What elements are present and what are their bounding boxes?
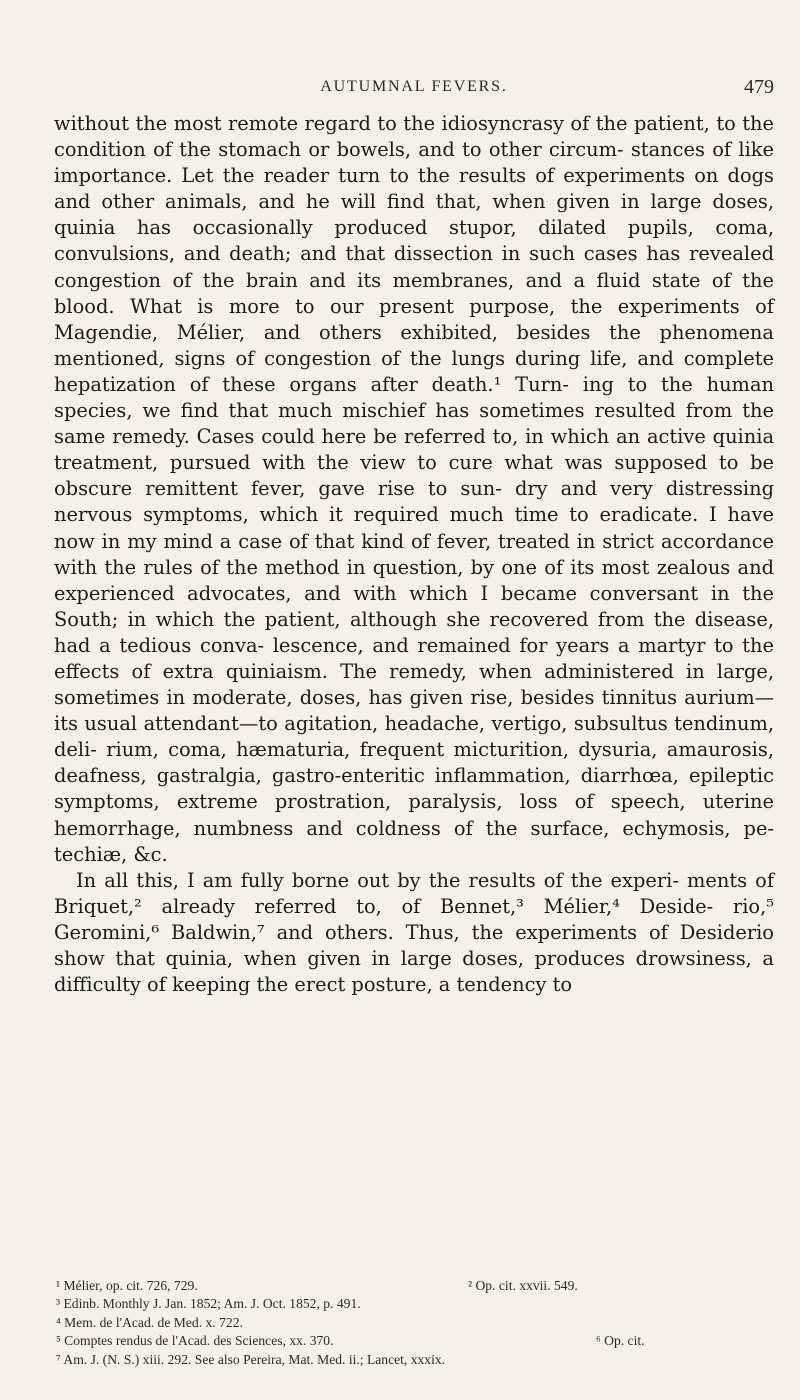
text-line: given in large doses, quinia has occasionally produced stupor, dilated bbox=[54, 190, 774, 240]
text-line: in which an active quinia treatment, pursued with the view to cure bbox=[54, 425, 775, 475]
paragraph-2 bbox=[54, 868, 774, 998]
text-line: ing to the human species, we find that much mischief has sometimes bbox=[54, 372, 774, 423]
text-line: experiments on dogs and other animals, and he will find that, when bbox=[54, 164, 774, 214]
text-line: life, and complete hepatization of these organs after death.¹ Turn- bbox=[54, 346, 774, 396]
text-line: dry and very distressing nervous symptoms, which it required much bbox=[54, 477, 775, 527]
footnote-row bbox=[56, 1277, 776, 1295]
footnote-3: ³ Edinb. Monthly J. Jan. 1852; Am. J. Oct. 1852, p. 491. bbox=[56, 1296, 361, 1312]
footnote-row bbox=[56, 1332, 776, 1350]
text-line: drowsiness, a difficulty of keeping the erect posture, a tendency to bbox=[54, 947, 774, 997]
footnote-7: ⁷ Am. J. (N. S.) xiii. 292. See also Pereira, Mat. Med. ii.; Lancet, xxxix. bbox=[56, 1351, 446, 1367]
text-line: symptoms, extreme prostration, paralysis, loss of speech, uterine bbox=[54, 790, 774, 814]
text-line: rium, coma, hæmaturia, frequent micturition, dysuria, amaurosis, bbox=[106, 738, 774, 762]
text-line: Desiderio show that quinia, when given in large doses, produces bbox=[54, 920, 774, 970]
text-line: what was supposed to be obscure remittent fever, gave rise to sun- bbox=[54, 451, 774, 501]
text-line: pupils, coma, convulsions, and death; and that dissection in such bbox=[54, 216, 774, 266]
footnote-2: ² Op. cit. xxvii. 549. bbox=[468, 1278, 578, 1293]
text-line: resulted from the same remedy. Cases could here be referred to, bbox=[54, 399, 774, 449]
footnote-1: ¹ Mélier, op. cit. 726, 729. bbox=[56, 1278, 198, 1293]
text-line: hemorrhage, numbness and coldness of the surface, echymosis, pe- bbox=[54, 816, 774, 840]
text-line: moderate, doses, has given rise, besides tinnitus aurium—its usual bbox=[54, 686, 774, 736]
text-line: the experiments of Magendie, Mélier, and others exhibited, besides bbox=[54, 294, 774, 344]
text-line: although she recovered from the disease, had a tedious conva- bbox=[54, 607, 774, 657]
text-line: with which I became conversant in the South; in which the patient, bbox=[54, 581, 774, 631]
text-line: In all this, I am fully borne out by the results of the experi- bbox=[76, 868, 679, 892]
text-line: rio,⁵ Geromini,⁶ Baldwin,⁷ and others. Thus, the experiments of bbox=[54, 894, 775, 944]
page-number: 479 bbox=[744, 76, 774, 98]
footnote-6: ⁶ Op. cit. bbox=[596, 1333, 645, 1349]
text-line: stances of like importance. Let the reader turn to the results of bbox=[54, 138, 774, 188]
text-line: attendant—to agitation, headache, vertigo, subsultus tendinum, deli- bbox=[54, 712, 774, 762]
text-line: deafness, gastralgia, gastro-enteritic inflammation, diarrhœa, epileptic bbox=[54, 764, 774, 788]
text-line: lescence, and remained for years a martyr to the effects of extra bbox=[54, 633, 774, 683]
footnote-5: ⁵ Comptes rendus de l'Acad. des Sciences, xx. 370. bbox=[56, 1333, 334, 1349]
text-line: techiæ, &c. bbox=[54, 842, 168, 866]
running-head bbox=[54, 78, 774, 102]
text-line: time to eradicate. I have now in my mind a case of that kind of bbox=[54, 503, 774, 553]
text-line: quiniaism. The remedy, when administered in large, sometimes in bbox=[54, 659, 774, 710]
footnote-4: ⁴ Mem. de l'Acad. de Med. x. 722. bbox=[56, 1314, 243, 1330]
running-title: AUTUMNAL FEVERS. bbox=[320, 78, 508, 95]
text-line: to the condition of the stomach or bowels, and to other circum- bbox=[54, 112, 774, 162]
text-line: fever, treated in strict accordance with the rules of the method in bbox=[54, 529, 774, 579]
paragraph-1 bbox=[54, 111, 774, 868]
body-text bbox=[54, 111, 774, 998]
footnotes bbox=[56, 1277, 776, 1369]
text-line: the phenomena mentioned, signs of congestion of the lungs during bbox=[54, 320, 774, 370]
text-line: without the most remote regard to the idiosyncrasy of the patient, bbox=[54, 112, 710, 135]
text-line: a fluid state of the blood. What is more to our present purpose, bbox=[54, 268, 774, 318]
text-line: cases has revealed congestion of the brain and its membranes, and bbox=[54, 242, 774, 292]
text-line: question, by one of its most zealous and experienced advocates, and bbox=[54, 555, 775, 605]
text-line: ments of Briquet,² already referred to, of Bennet,³ Mélier,⁴ Deside- bbox=[54, 868, 774, 918]
